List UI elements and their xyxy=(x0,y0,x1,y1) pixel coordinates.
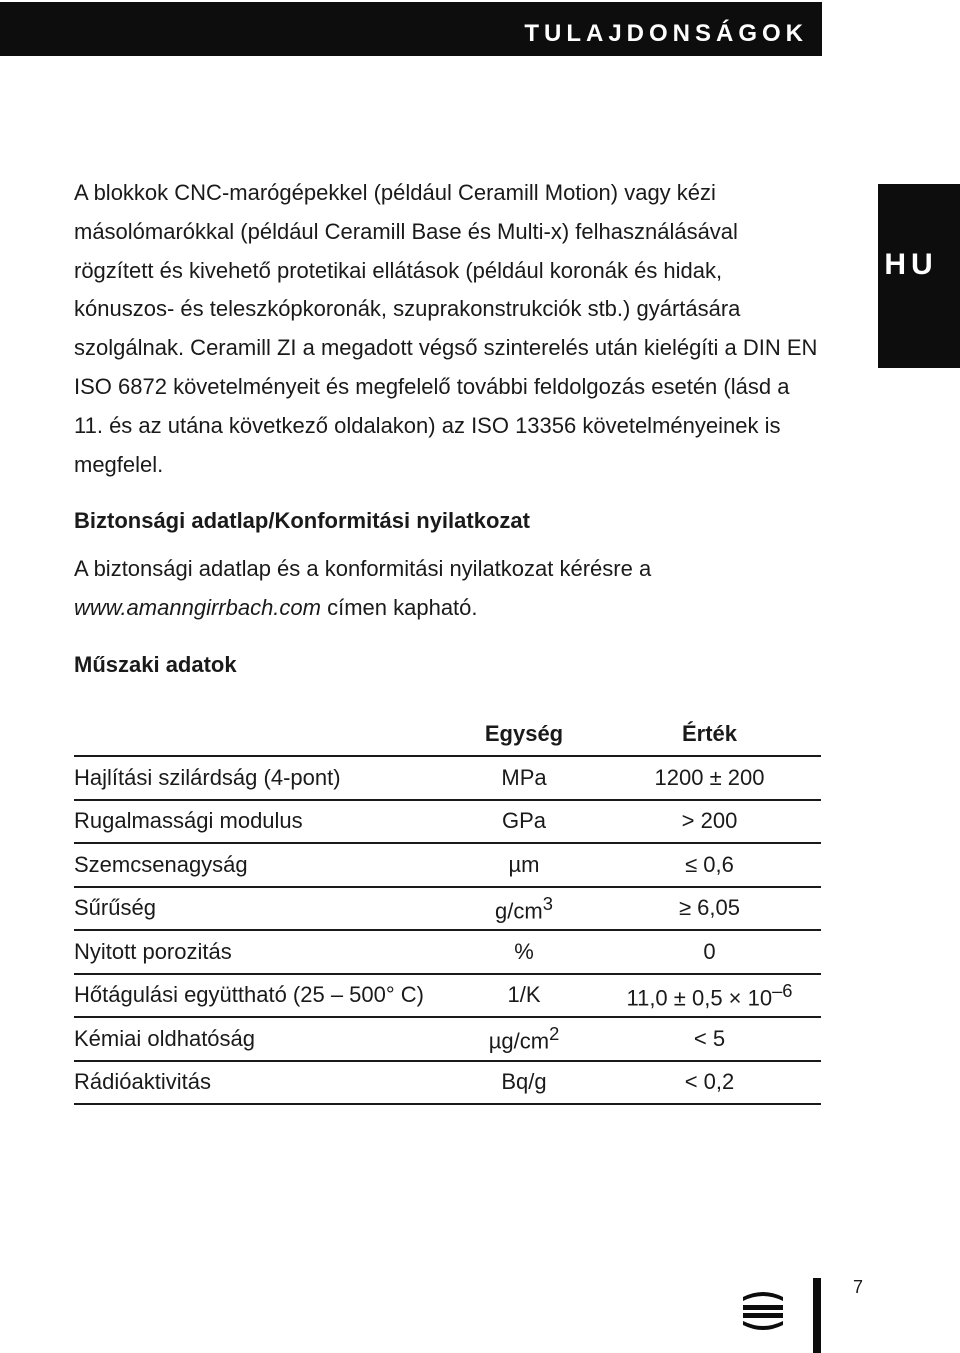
property-name: Kémiai oldhatóság xyxy=(74,1017,450,1061)
table-row xyxy=(74,800,821,844)
property-value xyxy=(598,974,821,1018)
unit-text: % xyxy=(514,938,534,964)
safety-heading: Biztonsági adatlap/Konformitási nyilatkozat xyxy=(74,508,530,533)
unit-text: GPa xyxy=(501,808,547,834)
table-body xyxy=(74,756,821,1104)
table-row xyxy=(74,1061,821,1105)
property-value xyxy=(598,887,821,931)
table-row xyxy=(74,974,821,1018)
property-value xyxy=(598,843,821,887)
table-row xyxy=(74,756,821,800)
safety-text-after: címen kapható. xyxy=(320,594,478,620)
table-row xyxy=(74,843,821,887)
unit-text: Bq/g xyxy=(501,1069,547,1095)
property-name: Hajlítási szilárdság (4-pont) xyxy=(74,756,450,800)
value-text: 1200 ± 200 xyxy=(654,764,765,790)
property-unit xyxy=(450,974,598,1018)
intro-paragraph: A blokkok CNC-marógépekkel (például Ceramill Motion) vagy kézi másolómarókkal (például Ceramill Base és Multi-x) felhasználásával rögzített és kivehető protetikai ellátások (például koronák és hidak, kónuszos- és teleszkópkoronák, szuprakonstrukciók stb.) gyártására szolgálnak. Ceramill ZI a megadott végső szinterelés után kielégíti a DIN EN ISO 6872 követelményeit és megfelelő további feldolgozás esetén (lásd a 11. és az utána következő oldalakon) az ISO 13356 követelményeinek is megfelel. xyxy=(74,180,818,477)
property-unit xyxy=(450,843,598,887)
property-unit xyxy=(450,1061,598,1105)
property-value xyxy=(598,756,821,800)
header-unit: Egység xyxy=(450,712,598,756)
header-property xyxy=(74,712,450,756)
unit-text: µm xyxy=(508,851,540,877)
value-text: < 0,2 xyxy=(684,1069,735,1095)
property-name: Sűrűség xyxy=(74,887,450,931)
property-value xyxy=(598,1061,821,1105)
table-row xyxy=(74,887,821,931)
property-name: Nyitott porozitás xyxy=(74,930,450,974)
page-number: 7 xyxy=(853,1277,864,1297)
value-text: ≥ 6,05 xyxy=(678,895,740,921)
language-label: HU xyxy=(884,248,938,281)
amann-girrbach-logo-icon xyxy=(740,1286,786,1332)
unit-text: 1/K xyxy=(507,982,541,1008)
unit-exponent: 2 xyxy=(549,1023,560,1045)
safety-paragraph xyxy=(74,550,820,628)
value-exponent: –6 xyxy=(772,979,793,1001)
technical-heading: Műszaki adatok xyxy=(74,652,237,677)
unit-text: MPa xyxy=(501,764,547,790)
value-text: 11,0 ± 0,5 × 10 xyxy=(626,984,773,1010)
property-unit xyxy=(450,756,598,800)
property-value xyxy=(598,930,821,974)
safety-text: A biztonsági adatlap és a konformitási nyilatkozat kérésre a xyxy=(74,556,652,581)
property-unit xyxy=(450,887,598,931)
property-value xyxy=(598,1017,821,1061)
table-row xyxy=(74,930,821,974)
website-link[interactable]: www.amanngirrbach.com xyxy=(74,594,321,620)
property-name: Rugalmassági modulus xyxy=(74,800,450,844)
language-tab xyxy=(878,184,960,368)
unit-text: g/cm xyxy=(495,897,543,923)
property-name: Rádióaktivitás xyxy=(74,1061,450,1105)
footer-rule xyxy=(813,1278,821,1353)
unit-text: µg/cm xyxy=(488,1028,550,1054)
unit-exponent: 3 xyxy=(542,892,553,914)
technical-data-table xyxy=(74,712,821,1105)
header-value: Érték xyxy=(598,712,821,756)
property-value xyxy=(598,800,821,844)
property-unit xyxy=(450,1017,598,1061)
value-text: ≤ 0,6 xyxy=(685,851,734,877)
table-header-row xyxy=(74,712,821,756)
property-name: Szemcsenagyság xyxy=(74,843,450,887)
header-bar xyxy=(0,2,822,56)
table-row xyxy=(74,1017,821,1061)
property-name: Hőtágulási együttható (25 – 500° C) xyxy=(74,974,450,1018)
value-text: 0 xyxy=(703,938,716,964)
value-text: < 5 xyxy=(693,1025,726,1051)
value-text: > 200 xyxy=(681,808,738,834)
property-unit xyxy=(450,800,598,844)
property-unit xyxy=(450,930,598,974)
page-title: TULAJDONSÁGOK xyxy=(524,20,808,47)
